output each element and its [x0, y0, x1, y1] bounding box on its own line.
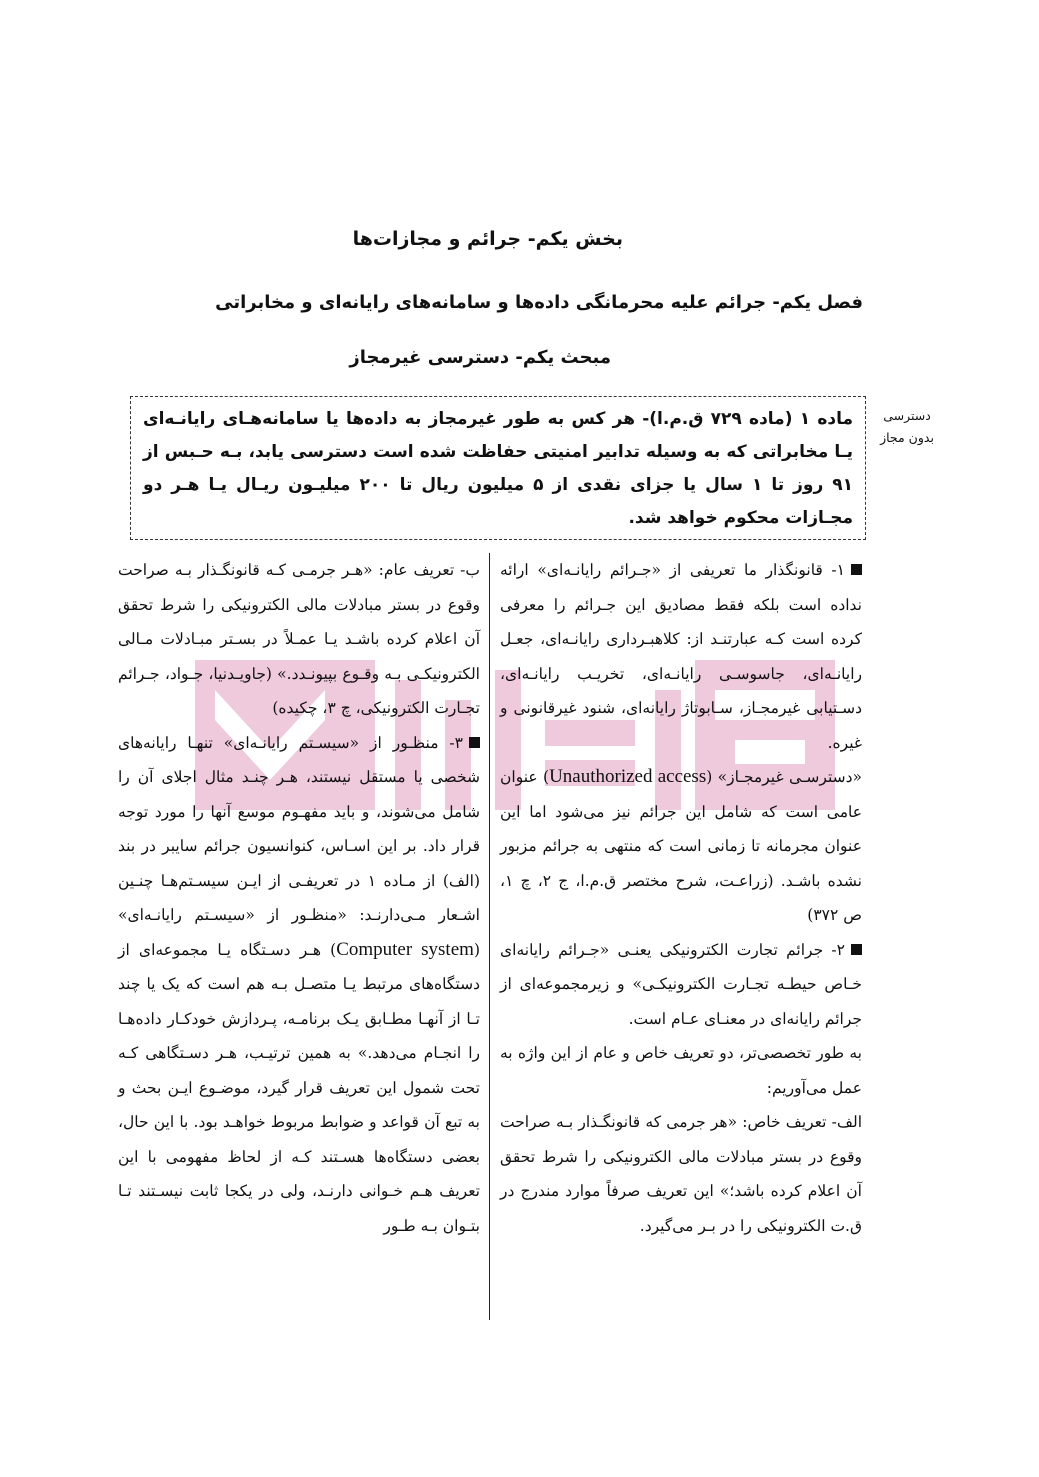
- note-3-paragraph: [118, 726, 480, 1244]
- note-3-text-end: ) هـر دسـتگاه یـا مجموعه‌ای از دستگاه‌های مرتبط یـا متصـل بـه هم است که یک یا چند تـا از آنهـا مطـابق یـک برنامـه، پـردازش خودکـار داده‌هـا را انجـام می‌دهد.» به همین ترتیـب، هـر دسـتگاهی کـه تحت شمول این تعریف قرار گیرد، موضـوع ایـن بحث و به تبع آن قواعد و ضوابط مربوط خواهـد بود. با این حال، بعضی دستگاه‌ها هسـتند کـه از لحاظ مفهومی با این تعریف هـم خـوانی دارنـد، ولی در یکجا ثابت نیسـتند تـا بتـوان بـه طـور: [118, 940, 480, 1235]
- note-1-paragraph: [500, 553, 862, 760]
- note-2-paragraph: [500, 933, 862, 1037]
- unauthorized-access-text-end: ) عنوان عامی است که شامل این جرائم نیز می‌شود اما این عنوان مجرمانه تا زمانی است که منتهی به جرائم مزبور نشده باشـد. (زراعـت، شرح مختصر ق.م.ا، ج ۲، چ ۱، ص ۳۷۲): [500, 768, 862, 924]
- computer-system-term: Computer system: [336, 938, 474, 960]
- square-bullet-icon: [851, 564, 862, 575]
- note-1-text: ۱- قانونگذار ما تعریفی از «جـرائم رایانـه‌ای» ارائه نداده است بلکه فقط مصادیق این جـرائم را معرفی کرده است کـه عبارتنـد از: کلاهبـرداری رایانـه‌ای، جعـل رایانـه‌ای، جاسوسـی رایانـه‌ای، تخریـب رایانـه‌ای، دسـتیابی غیرمجـاز، سـابوتاژ رایانه‌ای، شنود غیرقانونی و غیره.: [500, 561, 862, 752]
- square-bullet-icon: [851, 944, 862, 955]
- margin-note: [872, 405, 942, 449]
- unauthorized-access-term: Unauthorized access: [549, 766, 707, 787]
- general-definition-paragraph: ب- تعریف عام: «هـر جرمـی کـه قانونگـذار بـه صراحت وقوع در بستر مبادلات مالی الکترونیکی را شرط تحقق آن اعلام کرده باشـد یـا عمـلاً در بسـتر مبـادلات مـالی الکترونیکـی بـه وقـوع بپیونـدد.» (جاویـدنیا، جـواد، جـرائم تجـارت الکترونیکی، چ ۳، چکیده): [118, 561, 480, 717]
- specific-definition-paragraph: الف- تعریف خاص: «هر جرمی که قانونگـذار بـه صراحت وقوع در بستر مبادلات مالی الکترونیکی را شرط تحقق آن اعلام کرده باشد؛» این تعریف صرفاً موارد مندرج در ق.ت الکترونیکی را در بـر می‌گیرد.: [500, 1113, 862, 1235]
- section-heading: مبحث یکم- دسترسی غیرمجاز: [349, 347, 611, 368]
- margin-note-line-2: بدون مجاز: [880, 430, 934, 445]
- unauthorized-access-paragraph: [500, 760, 862, 933]
- unauthorized-access-text-start: «دسترسـی غیرمجـاز» (: [706, 768, 862, 786]
- article-text: ماده ۱ (ماده ۷۲۹ ق.م.ا)- هر کس به طور غیرمجاز به داده‌ها یا سامانه‌هـای رایانـه‌ای یـا مخابراتی که به وسیله تدابیر امنیتی حفاظت شده است دسترسی یابد، بـه حـبس از ۹۱ روز تا ۱ سال یا جزای نقدی از ۵ میلیون ریال تا ۲۰۰ میلیـون ریـال یـا هـر دو مجـازات محکوم خواهد شد.: [143, 409, 853, 528]
- square-bullet-icon: [469, 737, 480, 748]
- note-3-text-start: ۳- منظـور از «سیسـتم رایانـه‌ای» تنهـا رایانه‌های شخصی یا مستقل نیستند، هـر چنـد مثال اجلای آن را شامل می‌شوند، و باید مفهـوم موسع آنها را مورد توجه قرار داد. بر این اسـاس، کنوانسیون جرائم سایبر در بند (الف) از مـاده ۱ در تعریفـی از ایـن سیسـتم‌هـا چنـین اشـعار مـی‌دارنـد: «منظـور از «سیسـتم رایانـه‌ای» (: [118, 733, 480, 959]
- chapter-heading: فصل یکم- جرائم علیه محرمانگی داده‌ها و سامانه‌های رایانه‌ای و مخابراتی: [215, 292, 863, 313]
- definitions-intro-paragraph: به طور تخصصی‌تر، دو تعریف خاص و عام از این واژه به عمل می‌آوریم:: [500, 1044, 862, 1097]
- margin-note-line-1: دسترسی: [883, 408, 931, 423]
- article-box: [130, 396, 866, 540]
- note-2-text: ۲- جرائم تجارت الکترونیکی یعنـی «جـرائم رایانه‌ای خـاص حیطـه تجـارت الکترونیکـی» و زیرمجموعه‌ای از جرائم رایانه‌ای در معنـای عـام است.: [500, 940, 862, 1028]
- part-heading: بخش یکم- جرائم و مجازات‌ها: [352, 228, 623, 250]
- right-column: [500, 553, 862, 1243]
- left-column: [118, 553, 480, 1243]
- column-divider: [489, 553, 490, 1320]
